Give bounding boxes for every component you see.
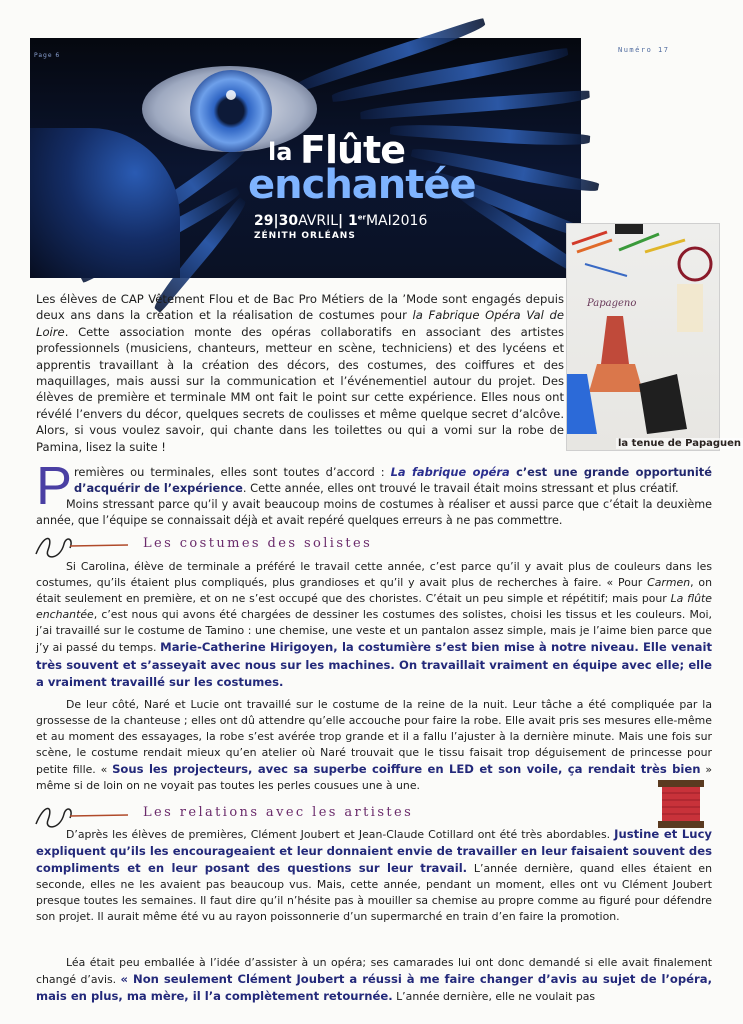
page-number: Page 6 — [34, 52, 61, 59]
lead-paragraph: remières ou terminales, elles sont toutes d’accord : La fabrique opéra c’est une grande opportunité d’acquérir de l’expérience. Cette année, elles ont trouvé le travail était moins stressant et plus créatif. — [74, 465, 712, 495]
title-enchantee: enchantée — [248, 162, 476, 208]
artistes-paragraph-2: Léa était peu emballée à l’idée d’assister à un opéra; ses camarades lui ont donc demandé si elle avait finalement changé d’avis. « Non seulement Clément Joubert a réussi à me faire changer d’avis au sujet de l’opéra, mais en plus, ma mère, il l’a complètement retournée. L’année dernière, elle ne voulait pas — [36, 956, 712, 1004]
sketch-label: Papageno — [587, 298, 637, 309]
event-dates: 29|30AVRIL| 1erMAI2016 — [254, 213, 428, 229]
iris-illustration — [190, 70, 272, 152]
title-flute: Flûte — [300, 128, 405, 172]
costume-photo — [566, 223, 720, 451]
title-la: la — [268, 138, 293, 166]
costumes-paragraph-2: De leur côté, Naré et Lucie ont travaillé sur le costume de la reine de la nuit. Leur tâche a été compliquée par la grossesse de la chanteuse ; elles ont dû attendre qu’elle accouche pour faire la robe. Elle avait pris ses mesures elle-même et au moment des essayages, la robe s’est avérée trop grande et il a fallu l’ajuster à la dernière minute. Mais une fois sur scène, le costume rendait mieux qu’en atelier où Naré trouvait que le tissu faisait trop déguisement de princesse pour petite fille. « Sous les projecteurs, avec sa superbe coiffure en LED et son voile, ça rendait très bien » même si de loin on ne voyait pas toutes les perles cousues une à une. — [36, 698, 712, 793]
face-illustration — [30, 128, 180, 278]
thread-spool-icon — [652, 778, 710, 830]
costume-sketch-illustration — [567, 224, 719, 450]
event-venue: ZÉNITH ORLÉANS — [254, 231, 356, 241]
artistes-paragraph-1: D’après les élèves de premières, Clément Joubert et Jean-Claude Cotillard ont été très abordables. Justine et Lucy expliquent qu’ils les encourageaient et leur donnaient envie de travailler en leur faisaient souvent des compliments et en leur posant des questions sur leur travail. L’année dernière, quand elles étaient en seconde, elles ne les avaient pas beaucoup vus. Mais, cette année, pendant un moment, elles ont vu Clément Joubert presque toutes les semaines. Il faut dire qu’il n’hésite pas à mouiller sa chemise au propre comme au figuré pour défendre son projet. Il aurait même été vu au rayon poissonnerie d’un supermarché en train d’en faire la promotion. — [36, 827, 712, 924]
costumes-paragraph-1: Si Carolina, élève de terminale a préféré le travail cette année, c’est parce qu’il y avait plus de couleurs dans les costumes, qu’ils étaient plus compliqués, plus grandioses et qu’il y avait plus de recherches à faire. « Pour Carmen, on était seulement en première, et on ne s’est occupé que des choristes. C’était un peu simple et répétitif; mais pour La flûte enchantée, c’est nous qui avons été chargées de dessiner les costumes des solistes, choisi les tissus et les couleurs. Moi, j’ai travaillé sur le costume de Tamino : une chemise, une veste et un pantalon assez simple, mais je l’aime bien parce que j’y ai passé du temps. Marie-Catherine Hirigoyen, la costumière s’est bien mise à notre niveau. Elle venait très souvent et s’asseyait avec nous sur les machines. On travaillait vraiment en équipe avec elle; elle a vraiment travaillé sur les costumes. — [36, 560, 713, 689]
section-title-costumes: Les costumes des solistes — [143, 536, 373, 551]
lead-paragraph-continued: Moins stressant parce qu’il y avait beaucoup moins de costumes à réaliser et aussi parce que c’était la deuxième année, que l’équipe se connaissait déjà et avait repéré quelques erreurs à ne pas commettre. — [36, 498, 712, 527]
drop-cap: P — [36, 456, 73, 516]
poster-banner — [30, 38, 581, 278]
intro-paragraph: Les élèves de CAP Vêtement Flou et de Bac Pro Métiers de la ’Mode sont engagés depuis deux ans dans la création et la réalisation de costumes pour la Fabrique Opéra Val de Loire. Cette association monte des opéras collaboratifs en associant des artistes professionnels (musiciens, chanteurs, metteur en scène, techniciens) et des lycéens et apprentis travaillant à la création des décors, des costumes, des coiffures et des maquillages, mais aussi sur la communication et l’événementiel autour du projet. Des élèves de première et terminale MM ont fait le point sur cette expérience. Elles nous ont révélé l’envers du décor, quelques secrets de coulisses et même quelque secret d’alcôve. Alors, si vous voulez savoir, qui chante dans les toilettes ou qui a vomi sur la robe de Pamina, lisez la suite ! — [36, 292, 565, 454]
section-title-artistes: Les relations avec les artistes — [143, 805, 414, 820]
issue-number: Numéro 17 — [618, 46, 670, 54]
photo-caption: la tenue de Papaguen — [618, 438, 742, 449]
eye-glint — [226, 90, 236, 100]
